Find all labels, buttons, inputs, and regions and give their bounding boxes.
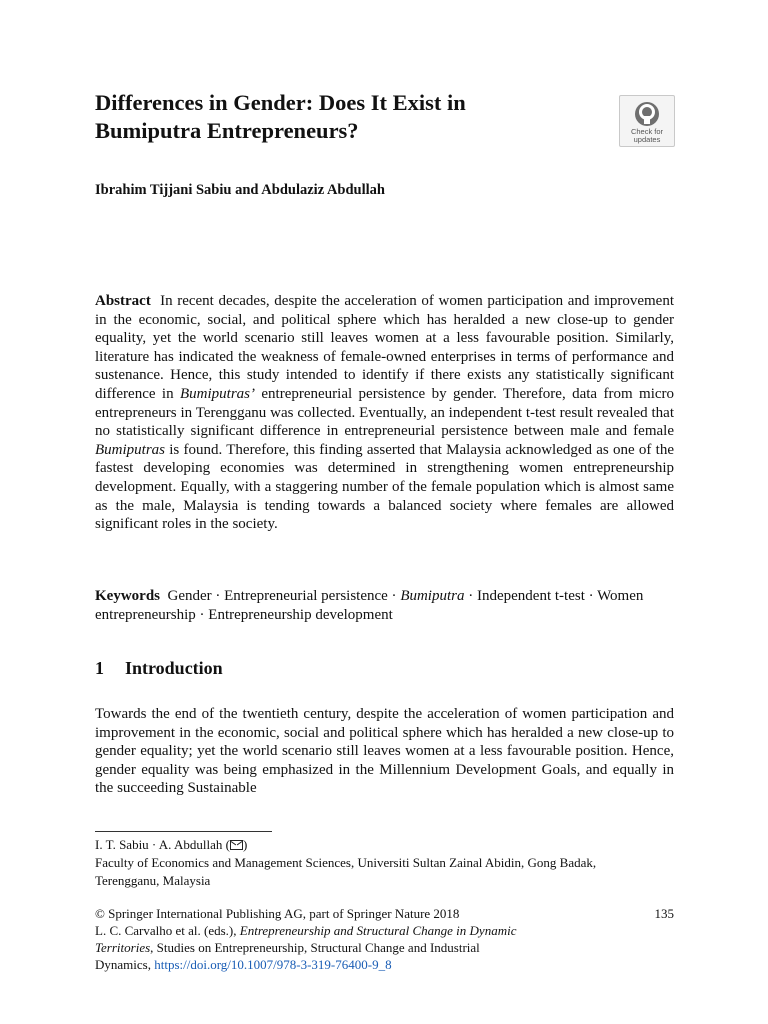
badge-line-2: updates xyxy=(633,135,661,144)
envelope-icon[interactable] xyxy=(230,840,243,850)
paper-title: Differences in Gender: Does It Exist in Bumiputra Entrepreneurs? xyxy=(95,90,466,143)
publication-info xyxy=(95,905,674,973)
affiliation-line-2: Terengganu, Malaysia xyxy=(95,873,211,888)
keywords-italic: Bumiputra xyxy=(400,588,465,604)
abstract xyxy=(95,292,674,534)
section-number: 1 xyxy=(95,658,104,678)
footnote-divider xyxy=(95,831,272,832)
citation-series-end: Dynamics, xyxy=(95,957,151,972)
affiliation-line-1: Faculty of Economics and Management Sciences, Universiti Sultan Zainal Abidin, Gong Badak, xyxy=(95,855,597,870)
author-list: Ibrahim Tijjani Sabiu and Abdulaziz Abdullah xyxy=(95,182,385,198)
footnote-authors: I. T. Sabiu · A. Abdullah ( xyxy=(95,837,230,852)
abstract-text-2: entrepreneurial persistence by gender. Therefore, data from micro entrepreneurs in Terengganu was collected. Eventually, an independent t-test result revealed that no statistically significant difference in entrepreneurial persistence between male and female xyxy=(95,385,675,440)
page-number: 135 xyxy=(654,906,674,921)
section-title: Introduction xyxy=(125,658,223,678)
abstract-label: Abstract xyxy=(95,293,151,309)
badge-line-1: Check for xyxy=(630,127,664,136)
section-heading xyxy=(95,658,223,679)
copyright-line: © Springer International Publishing AG, part of Springer Nature 2018 xyxy=(95,906,460,921)
intro-paragraph: Towards the end of the twentieth century, despite the acceleration of women participation and improvement in the economic, social and political sphere which has heralded a new close-up to gender equality; yet the world scenario still leaves women at a less favourable position. Hence, gender equality was being emphasized in the Millennium Development Goals, and equally in the succeeding Sustainable xyxy=(95,706,674,797)
check-for-updates-badge[interactable] xyxy=(619,95,675,147)
crossmark-icon xyxy=(634,101,660,127)
citation-series: , Studies on Entrepreneurship, Structural Change and Industrial xyxy=(150,940,480,955)
doi-link[interactable]: https://doi.org/10.1007/978-3-319-76400-9_8 xyxy=(154,957,392,972)
footnote-authors-end: ) xyxy=(242,837,248,852)
keywords-label: Keywords xyxy=(95,588,160,604)
abstract-italic-2: Bumiputras xyxy=(95,441,166,458)
abstract-italic-1: Bumiputras’ xyxy=(179,385,255,402)
keywords-text-2: · Independent t-test · Women entrepreneurship · Entrepreneurship development xyxy=(95,588,644,623)
keywords-text-1: Gender · Entrepreneurial persistence · xyxy=(167,588,397,604)
keywords xyxy=(95,587,674,624)
citation-book-title-1: Entrepreneurship and Structural Change in Dynamic xyxy=(239,923,517,938)
citation-editors: L. C. Carvalho et al. (eds.), xyxy=(95,923,237,938)
citation-book-title-2: Territories xyxy=(95,940,151,955)
author-affiliation xyxy=(95,836,674,890)
abstract-text-3: is found. Therefore, this finding asserted that Malaysia acknowledged as one of the fastest developing economies was determined in strengthening women entrepreneurship development. Equally, with a staggering number of the female population which is almost same as the male, Malaysia is tending towards a balanced society where females are allowed significant roles in the society. xyxy=(95,441,674,533)
abstract-text-1: In recent decades, despite the acceleration of women participation and improvement in the economic, social, and political sphere which has heralded a new close-up to gender equality, yet the world scenario still leaves women at a less favourable position. Similarly, literature has indicated the weakness of female-owned enterprises in terms of performance and sustenance. Hence, this study intended to identify if there exists any statistically significant difference in xyxy=(95,293,675,402)
